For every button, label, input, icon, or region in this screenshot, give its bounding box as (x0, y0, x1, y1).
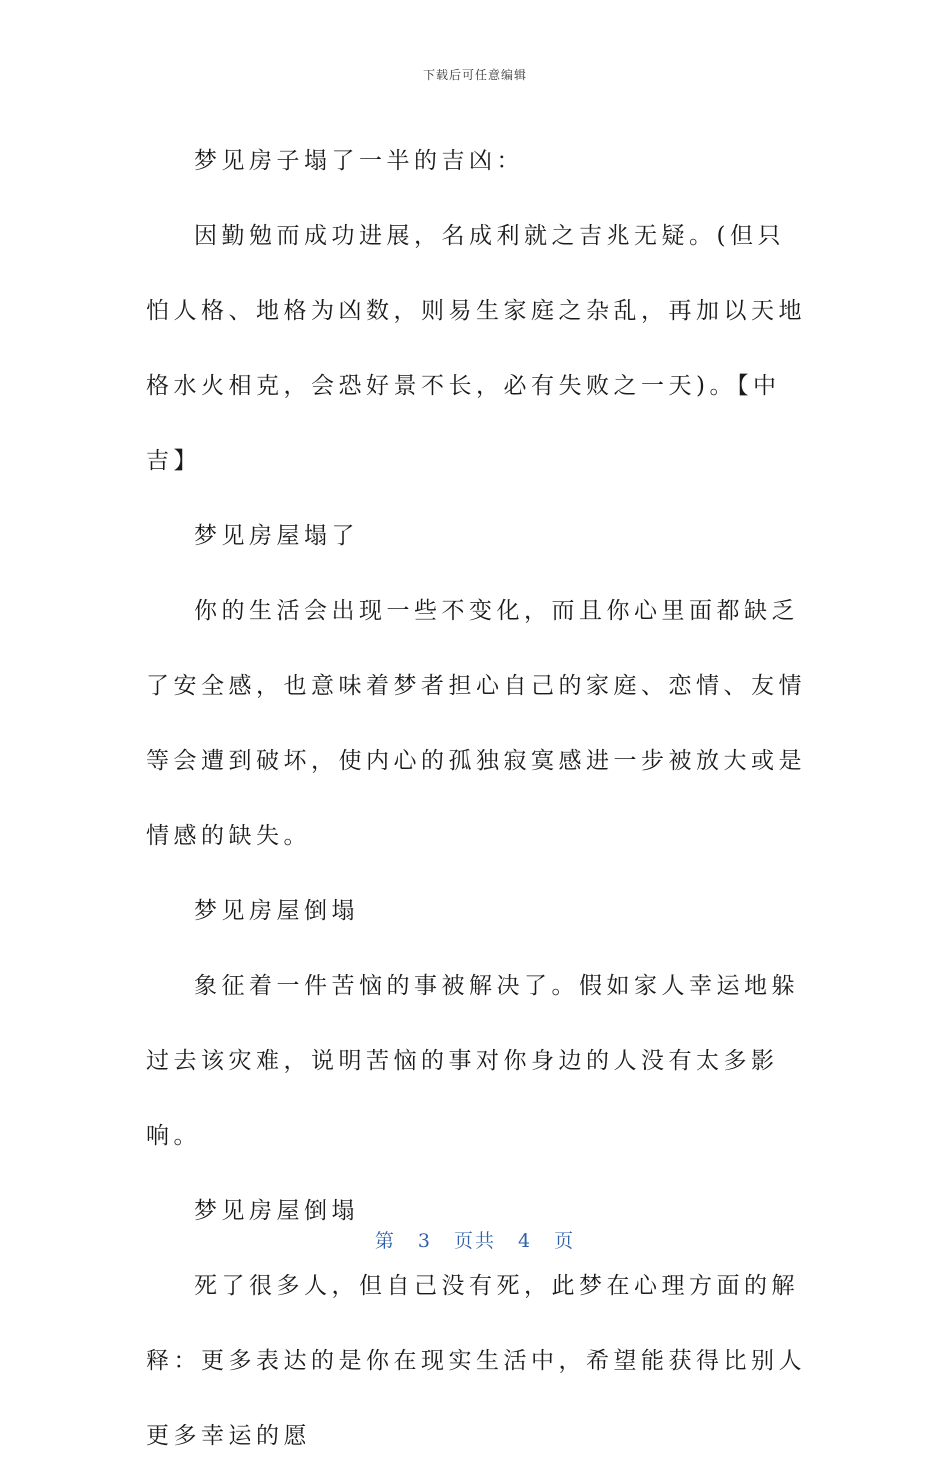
paragraph-heading-half-collapse: 梦见房子塌了一半的吉凶： (194, 148, 524, 174)
page-mid-text: 页共 (453, 1230, 496, 1252)
document-body (146, 124, 806, 1474)
current-page-number: 3 (417, 1230, 432, 1252)
page-prefix: 第 (374, 1230, 396, 1252)
page-number-footer (0, 1226, 950, 1253)
paragraph-interpretation-1: 因勤勉而成功进展，名成利就之吉兆无疑。(但只怕人格、地格为凶数，则易生家庭之杂乱，再加以天地格水火相克，会恐好景不长，必有失败之一天)。【中吉】 (146, 223, 806, 474)
page-header-note: 下载后可任意编辑 (422, 68, 527, 82)
total-pages-number: 4 (518, 1230, 533, 1252)
paragraph-heading-house-falling-1: 梦见房屋倒塌 (194, 898, 359, 924)
paragraph-interpretation-3: 象征着一件苦恼的事被解决了。假如家人幸运地躲过去该灾难，说明苦恼的事对你身边的人没有太多影响。 (146, 973, 799, 1149)
page-suffix: 页 (554, 1230, 576, 1252)
paragraph-heading-house-collapsed: 梦见房屋塌了 (194, 523, 359, 549)
paragraph-interpretation-2: 你的生活会出现一些不变化，而且你心里面都缺乏了安全感，也意味着梦者担心自己的家庭、恋情、友情等会遭到破坏，使内心的孤独寂寞感进一步被放大或是情感的缺失。 (146, 598, 806, 849)
paragraph-heading-house-falling-2: 梦见房屋倒塌 (194, 1198, 359, 1224)
paragraph-interpretation-4: 死了很多人，但自己没有死，此梦在心理方面的解释：更多表达的是你在现实生活中，希望能获得比别人更多幸运的愿 (146, 1273, 806, 1449)
